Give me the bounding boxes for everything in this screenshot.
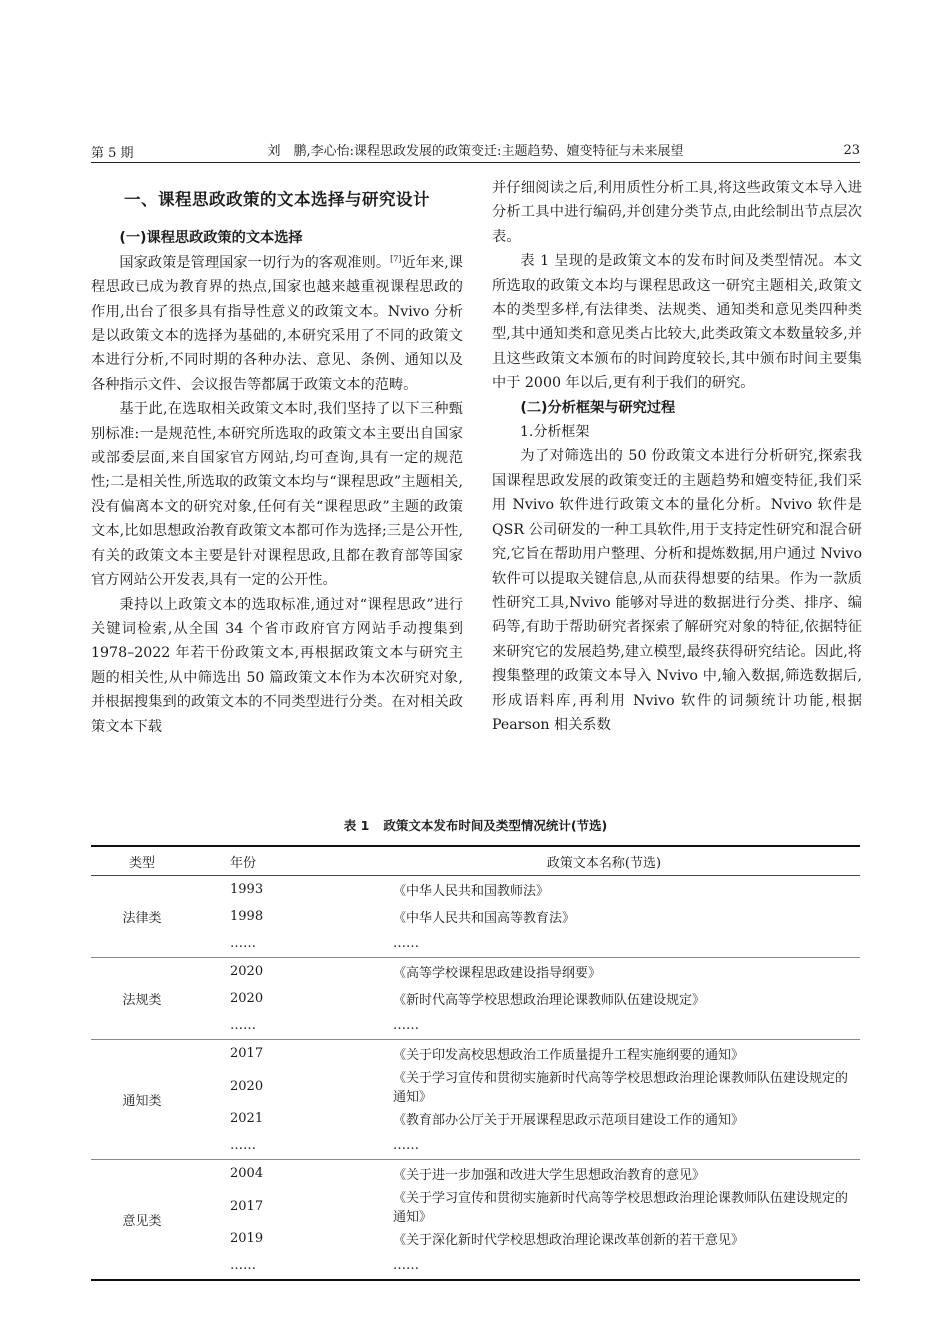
table-title: 政策文本发布时间及类型情况统计(节选) [383, 818, 608, 833]
year-cell: 2020 [230, 964, 264, 979]
year-cell: …… [193, 1012, 348, 1040]
type-cell: 法律类 [91, 876, 193, 958]
table-caption [91, 816, 860, 834]
left-column [91, 178, 463, 739]
name-cell: …… [348, 1132, 860, 1160]
table-row [91, 1012, 860, 1040]
table-row [91, 930, 860, 958]
table-row [91, 903, 860, 930]
year-cell: 1993 [230, 882, 264, 897]
table-row [91, 1225, 860, 1252]
paragraph: 秉持以上政策文本的选取标准,通过对“课程思政”进行关键词检索,从全国 34 个省市政府官方网站手动搜集到 1978–2022 年若干份政策文本,再根据政策文本与研究主题的相关性,从中筛选出 50 篇政策文本作为本次研究对象,并根据搜集到的政策文本的不同类型进行分类。在对相关政策文本下载 [91, 596, 463, 735]
table-row [91, 876, 860, 904]
table-row [91, 1132, 860, 1160]
year-cell: 2017 [230, 1198, 264, 1214]
year-cell: …… [193, 930, 348, 958]
type-cell: 法规类 [91, 958, 193, 1040]
name-cell: 《关于深化新时代学校思想政治理论课改革创新的若干意见》 [393, 1233, 745, 1248]
year-cell: …… [193, 1252, 348, 1280]
paragraph [91, 251, 463, 397]
page-number: 23 [843, 143, 860, 158]
name-cell: 《关于学习宣传和贯彻实施新时代高等学校思想政治理论课教师队伍建设规定的通知》 [393, 1071, 849, 1105]
table-row [91, 1252, 860, 1280]
paragraph-text: 近年来,课程思政已成为教育界的热点,国家也越来越重视课程思政的作用,出台了很多具有指导性意义的政策文本。Nvivo 分析是以政策文本的选择为基础的,本研究采用了不同的政策文本进行分析,不同时期的各种办法、意见、条例、通知以及各种指示文件、会议报告等都属于政策文本的范畴。 [91, 254, 463, 393]
name-cell: 《关于印发高校思想政治工作质量提升工程实施纲要的通知》 [393, 1048, 745, 1063]
type-cell: 通知类 [91, 1040, 193, 1160]
column-header-type: 类型 [91, 846, 193, 876]
paragraph-text: 国家政策是管理国家一切行为的客观准则。 [119, 254, 391, 271]
year-cell: …… [193, 1132, 348, 1160]
name-cell: …… [348, 930, 860, 958]
name-cell: …… [348, 1012, 860, 1040]
subsection-heading: (一)课程思政政策的文本选择 [119, 230, 303, 247]
right-column [492, 176, 862, 737]
policy-table [91, 845, 860, 1281]
paragraph: 表 1 呈现的是政策文本的发布时间及类型情况。本文所选取的政策文本均与课程思政这一研究主题相关,政策文本的类型多样,有法律类、法规类、通知类和意见类四种类型,其中通知类和意见类占比较大,此类政策文本数量较多,并且这些政策文本颁布的时间跨度较长,其中颁布时间主要集中于 2000 年以后,更有利于我们的研究。 [492, 253, 862, 392]
table-row [91, 958, 860, 986]
column-header-name: 政策文本名称(节选) [348, 846, 860, 876]
name-cell: 《关于进一步加强和改进大学生思想政治教育的意见》 [393, 1168, 706, 1183]
table-row [91, 1105, 860, 1132]
name-cell: …… [348, 1252, 860, 1280]
running-title: 刘 鹏,李心怡:课程思政发展的政策变迁:主题趋势、嬗变特征与未来展望 [267, 144, 684, 159]
column-header-year: 年份 [193, 846, 348, 876]
name-cell: 《新时代高等学校思想政治理论课教师队伍建设规定》 [393, 993, 706, 1008]
type-cell: 意见类 [91, 1160, 193, 1281]
year-cell: 2020 [230, 991, 264, 1006]
name-cell: 《教育部办公厅关于开展课程思政示范项目建设工作的通知》 [393, 1113, 745, 1128]
issue-number: 第 5 期 [91, 146, 134, 161]
running-header [91, 140, 860, 163]
table-row [91, 1067, 860, 1105]
name-cell: 《中华人民共和国教师法》 [393, 884, 550, 899]
citation-ref[interactable]: [7] [390, 254, 402, 264]
table-row [91, 1187, 860, 1225]
name-cell: 《高等学校课程思政建设指导纲要》 [393, 966, 602, 981]
year-cell: 2004 [230, 1166, 264, 1181]
paragraph: 为了对筛选出的 50 份政策文本进行分析研究,探索我国课程思政发展的政策变迁的主题趋势和嬗变特征,我们采用 Nvivo 软件进行政策文本的量化分析。Nvivo 软件是 QSR 公司研发的一种工具软件,用于支持定性研究和混合研究,它旨在帮助用户整理、分析和提炼数据,用户通过 Nvivo 软件可以提取关键信息,从而获得想要的结果。作为一款质性研究工具,Nvivo 能够对导进的数据进行分类、排序、编码等,有助于帮助研究者探索了解研究对象的特征,依据特征来研究它的发展趋势,建立模型,最终获得研究结论。因此,将搜集整理的政策文本导入 Nvivo 中,输入数据,筛选数据后,形成语料库,再利用 Nvivo 软件的词频统计功能,根据 Pearson 相关系数 [492, 448, 862, 733]
table-row [91, 1040, 860, 1068]
name-cell: 《中华人民共和国高等教育法》 [393, 911, 576, 926]
table-header-row [91, 846, 860, 876]
year-cell: 2019 [230, 1231, 264, 1246]
subsection-heading: (二)分析框架与研究过程 [520, 399, 676, 416]
name-cell: 《关于学习宣传和贯彻实施新时代高等学校思想政治理论课教师队伍建设规定的通知》 [393, 1191, 849, 1225]
table-number: 表 1 [343, 818, 370, 833]
paragraph: 并仔细阅读之后,利用质性分析工具,将这些政策文本导入进分析工具中进行编码,并创建分类节点,由此绘制出节点层次表。 [492, 180, 862, 245]
year-cell: 2020 [230, 1078, 264, 1094]
year-cell: 2017 [230, 1046, 264, 1061]
subsubsection-heading: 1.分析框架 [520, 424, 590, 441]
year-cell: 1998 [230, 909, 264, 924]
table-row [91, 985, 860, 1012]
paragraph: 基于此,在选取相关政策文本时,我们坚持了以下三种甄别标准:一是规范性,本研究所选取的政策文本主要出自国家或部委层面,来自国家官方网站,均可查询,具有一定的规范性;二是相关性,所选取的政策文本均与“课程思政”主题相关,没有偏离本文的研究对象,任何有关“课程思政”主题的政策文本,比如思想政治教育政策文本都可作为选择;三是公开性,有关的政策文本主要是针对课程思政,且都在教育部等国家官方网站公开发表,具有一定的公开性。 [91, 401, 463, 589]
table-row [91, 1160, 860, 1188]
section-heading: 一、课程思政政策的文本选择与研究设计 [124, 190, 430, 209]
year-cell: 2021 [230, 1111, 264, 1126]
